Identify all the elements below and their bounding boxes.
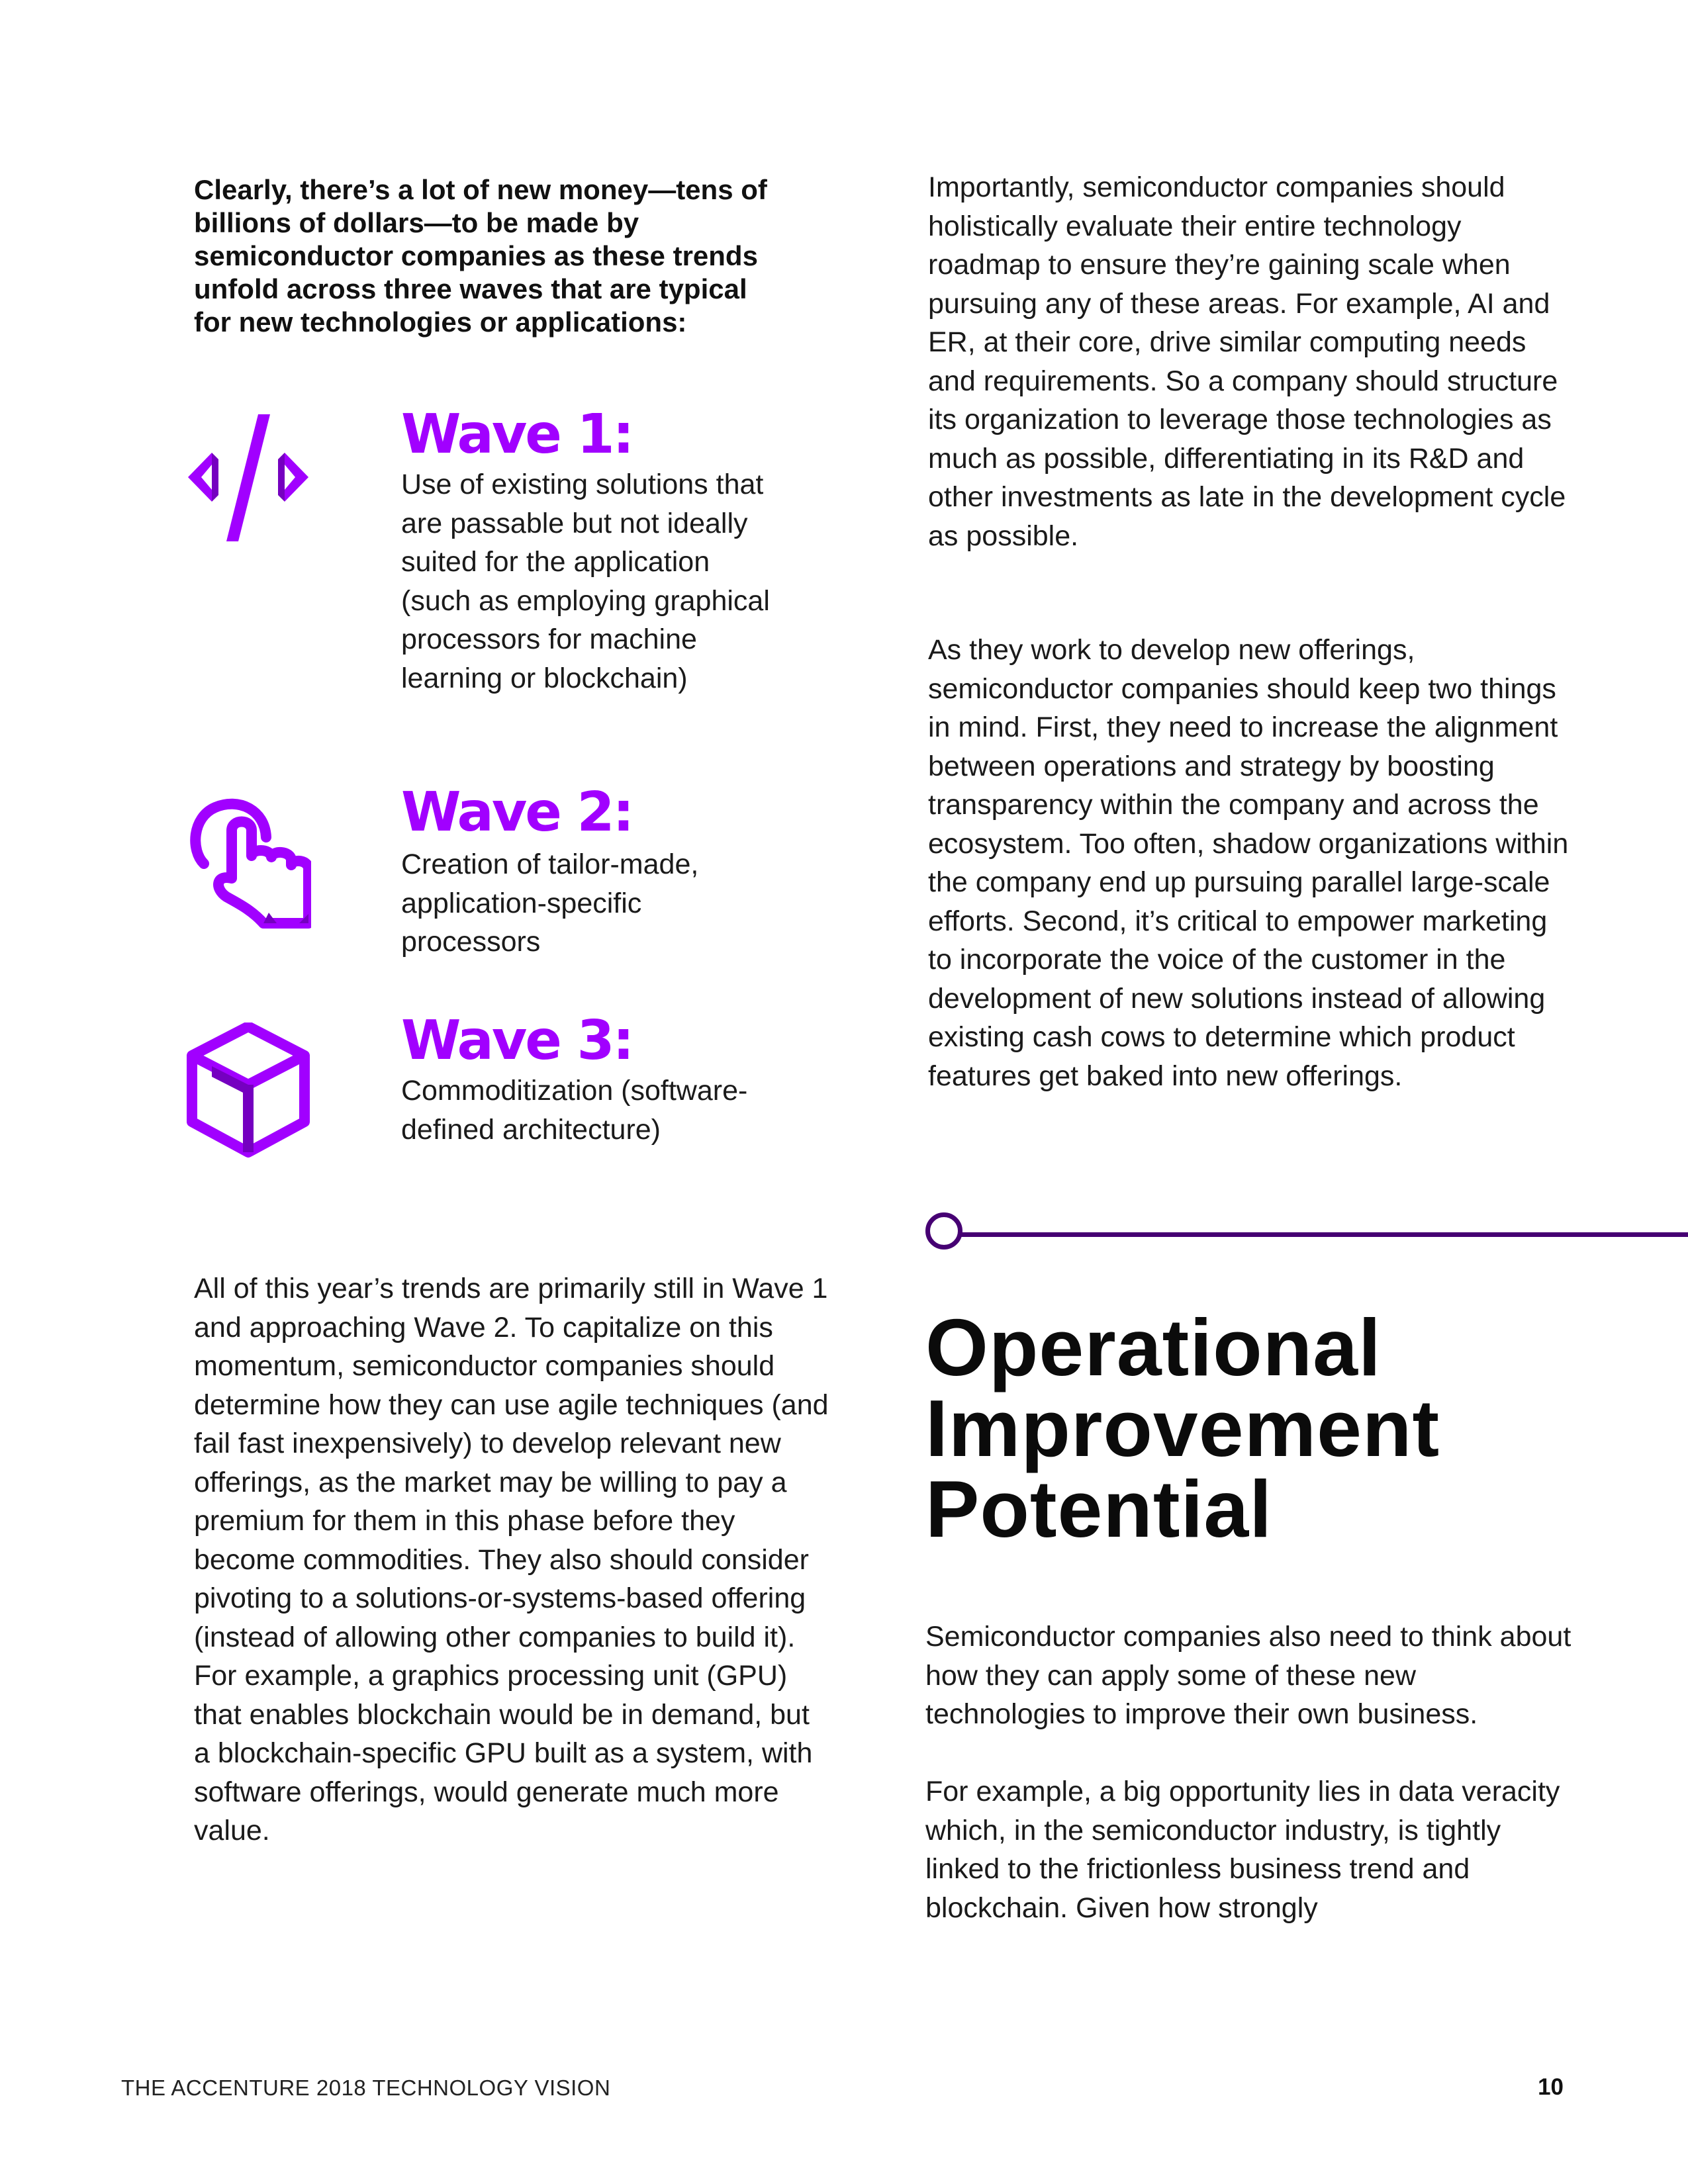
right-body-paragraph-3: Semiconductor companies also need to think about how they can apply some of these new technologies to improve their own business. xyxy=(925,1621,1571,1730)
right-body-paragraph-4: For example, a big opportunity lies in data veracity which, in the semiconductor industry, is tightly linked to the frictionless business trend and blockchain. Given how strongly xyxy=(925,1776,1560,1924)
footer-publication: THE ACCENTURE 2018 TECHNOLOGY VISION xyxy=(121,2075,611,2100)
page-number: 10 xyxy=(1538,2074,1564,2100)
wave-2-title: Wave 2: xyxy=(401,781,633,844)
wave-3-title: Wave 3: xyxy=(401,1009,633,1072)
right-body-paragraph-2: As they work to develop new offerings, semiconductor companies should keep two things in mind. First, they need to increase the alignment between operations and strategy by boosting transparency within the company and across the ecosystem. Too often, shadow organizations within the company end up pursuing parallel large-scale efforts. Second, it’s critical to empower marketing to incorporate the voice of the customer in the development of new solutions instead of allowing existing cash cows to determine which product features get baked into new offerings. xyxy=(928,634,1569,1092)
left-body-paragraph: All of this year’s trends are primarily still in Wave 1 and approaching Wave 2. To capitalize on this momentum, semiconductor companies should determine how they can use agile techniques (and fail fast inexpensively) to develop relevant new offerings, as the market may be willing to pay a premium for them in this phase before they become commodities. They also should consider pivoting to a solutions-or-systems-based offering (instead of allowing other companies to build it). For example, a graphics processing unit (GPU) that enables blockchain would be in demand, but a blockchain-specific GPU built as a system, with software offerings, would generate much more value. xyxy=(194,1273,829,1846)
wave-1-title: Wave 1: xyxy=(401,403,633,466)
divider-circle xyxy=(925,1212,962,1250)
wave-3-description: Commoditization (software-defined architecture) xyxy=(401,1075,748,1146)
code-brackets-icon xyxy=(185,409,311,548)
section-title: Operational Improvement Potential xyxy=(925,1302,1440,1554)
wave-2-description: Creation of tailor-made, application-specific processors xyxy=(401,848,699,958)
section-divider xyxy=(947,1232,1688,1237)
wave-1-description: Use of existing solutions that are passable but not ideally suited for the application (such as employing graphical processors for machine learning or blockchain) xyxy=(401,469,770,694)
open-box-icon xyxy=(185,1023,311,1161)
intro-paragraph: Clearly, there’s a lot of new money—tens of billions of dollars—to be made by semiconductor companies as these trends unfold across three waves that are typical for new technologies or applications: xyxy=(194,174,767,338)
pointing-hand-icon xyxy=(185,791,311,930)
right-body-paragraph-1: Importantly, semiconductor companies should holistically evaluate their entire technology roadmap to ensure they’re gaining scale when pursuing any of these areas. For example, AI and ER, at their core, drive similar computing needs and requirements. So a company should structure its organization to leverage those technologies as much as possible, differentiating in its R&D and other investments as late in the development cycle as possible. xyxy=(928,171,1566,552)
